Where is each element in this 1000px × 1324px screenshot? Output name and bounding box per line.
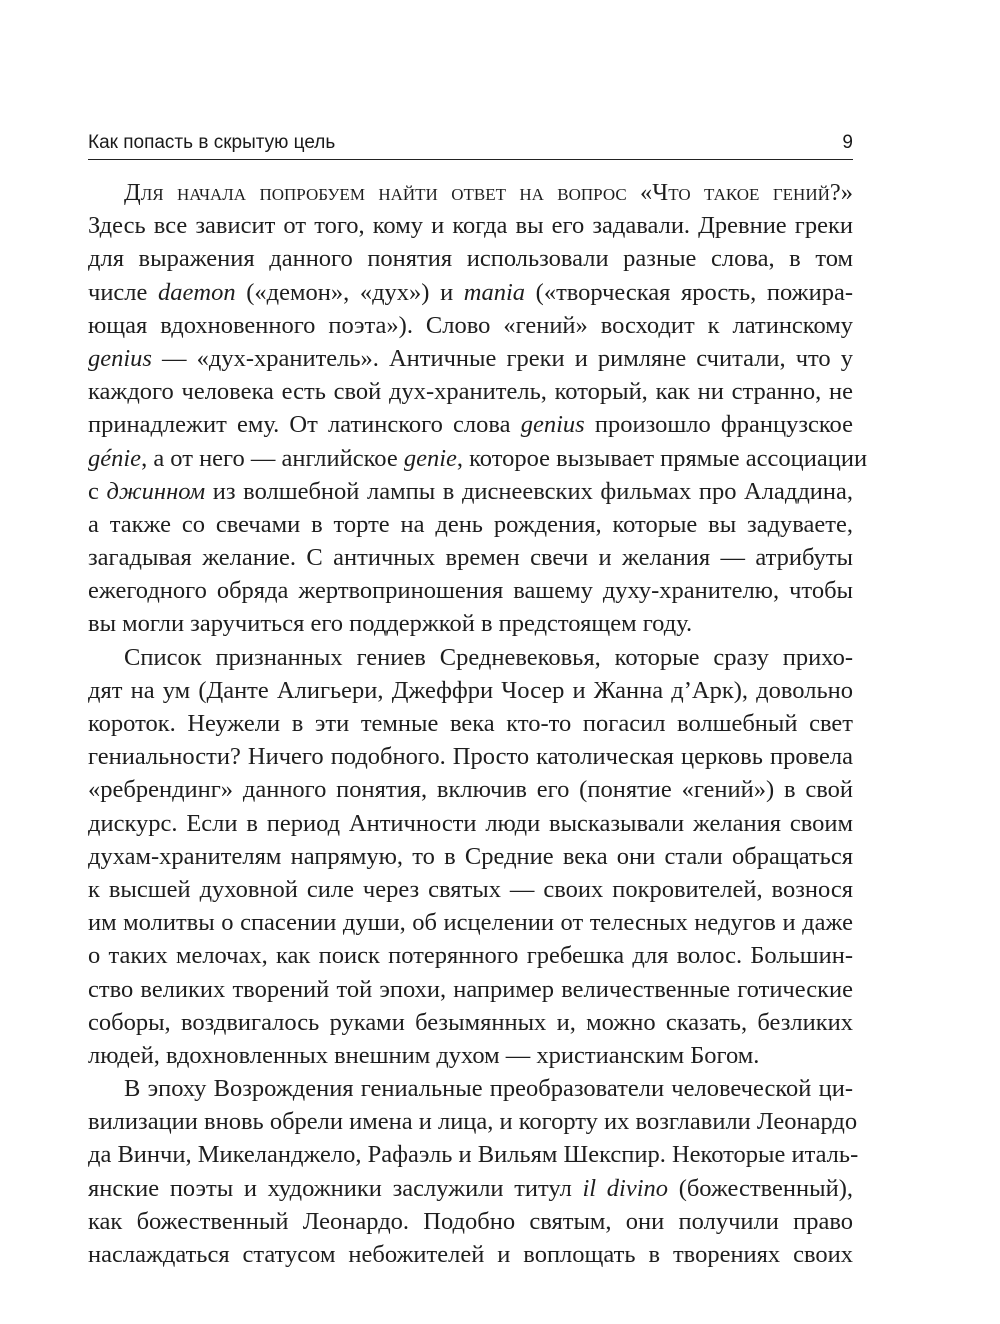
text-run: из волшебной лампы в диснеевских фильмах про Аладдина, (205, 477, 854, 505)
text-line (88, 674, 853, 707)
italic-term: mania (463, 278, 526, 306)
text-line (88, 309, 853, 342)
text-line (88, 276, 853, 309)
text-line (88, 209, 853, 242)
text-run: , а от него — английское (141, 444, 404, 472)
text-run: — «дух-хранитель». Античные греки и римляне считали, что у (151, 344, 853, 372)
text-line (88, 641, 853, 674)
text-line (88, 1105, 858, 1138)
text-run: (божественный), (668, 1174, 853, 1202)
text-line (88, 342, 853, 375)
running-header (88, 128, 853, 158)
text-line (88, 1006, 853, 1039)
text-line (88, 906, 853, 939)
text-run: числе (88, 278, 159, 306)
text-run: принадлежит ему. От латинского слова (88, 411, 521, 439)
text-run: произошло французское (584, 411, 853, 439)
paragraph (88, 641, 853, 1072)
italic-term: daemon (158, 278, 236, 306)
text-line (88, 773, 853, 806)
text-run: короток. Неужели в эти темные века кто-то погасил волшебный свет (88, 710, 853, 737)
page-number: 9 (842, 132, 853, 153)
text-run: янские поэты и художники заслужили титул (88, 1174, 583, 1202)
text-line (88, 442, 868, 475)
italic-term: il divino (582, 1174, 669, 1202)
italic-term: genie (403, 444, 457, 472)
text-line (88, 1039, 853, 1072)
text-run: соборы, воздвигалось руками безымянных и, можно сказать, безликих (88, 1008, 853, 1036)
text-run: «ребрендинг» данного понятия, включив его (понятие «гений») в свой (88, 776, 853, 804)
header-rule (88, 159, 853, 160)
text-run: вилизации вновь обрели имена и лица, и когорту их возглавили Леонардо (88, 1108, 858, 1136)
text-run: ство великих творений той эпохи, например величественные готические (88, 975, 853, 1003)
text-line (88, 939, 853, 972)
text-run: В эпоху Возрождения гениальные преобразователи человеческой ци- (124, 1075, 853, 1103)
text-line (88, 707, 853, 740)
text-run: («демон», «дух») и (235, 278, 464, 306)
text-run: ющая вдохновенного поэта»). Слово «гений» восходит к латинскому (88, 311, 853, 339)
text-line (88, 408, 853, 441)
italic-term: genius (520, 411, 585, 439)
text-run: ежегодного обряда жертвоприношения вашему духу-хранителю, чтобы (88, 577, 853, 605)
text-run: загадывая желание. С античных времен свечи и желания — атрибуты (88, 544, 853, 572)
text-line (88, 807, 853, 840)
text-run: для выражения данного понятия использовали разные слова, в том (88, 245, 853, 273)
body-text (88, 176, 868, 1271)
text-line (88, 176, 853, 209)
text-run: , которое вызывает прямые ассоциации (456, 444, 868, 472)
text-line (88, 1138, 859, 1171)
text-line (88, 740, 853, 773)
text-run: («творческая ярость, пожира- (525, 278, 853, 306)
text-line (88, 541, 853, 574)
text-line (88, 375, 853, 408)
text-run: наслаждаться статусом небожителей и воплощать в творениях своих (88, 1241, 853, 1268)
italic-term: genius (88, 344, 152, 372)
text-run: духам-хранителям напрямую, то в Средние века они стали обращаться (88, 842, 853, 870)
text-run: дискурс. Если в период Античности люди высказывали желания своим (88, 809, 853, 837)
text-line (88, 607, 853, 640)
text-line (88, 475, 853, 508)
paragraph (88, 1072, 859, 1271)
text-line (88, 1205, 853, 1238)
italic-term: génie (88, 444, 142, 472)
text-run: Здесь все зависит от того, кому и когда вы его задавали. Древние греки (88, 212, 853, 240)
text-run: а также со свечами в торте на день рождения, которые вы задуваете, (88, 510, 853, 538)
text-line (88, 973, 853, 1006)
text-run: Список признанных гениев Средневековья, которые сразу прихо- (124, 643, 853, 671)
text-run: гениальности? Ничего подобного. Просто католическая церковь провела (88, 743, 853, 771)
text-run: Для начала попробуем найти ответ на вопрос «Что такое гений?» (124, 179, 853, 206)
text-line (88, 873, 853, 906)
text-run: как божественный Леонардо. Подобно святым, они получили право (88, 1207, 853, 1235)
text-run: о таких мелочах, как поиск потерянного гребешка для волос. Большин- (88, 942, 853, 970)
paragraph (88, 176, 868, 641)
text-run: к высшей духовной силе через святых — своих покровителей, вознося (88, 875, 853, 903)
text-line (88, 1172, 853, 1205)
text-line (88, 242, 853, 275)
text-line (88, 840, 853, 873)
text-line (88, 1238, 853, 1271)
text-run: вы могли заручиться его поддержкой в предстоящем году. (88, 610, 693, 638)
text-run: с (88, 477, 107, 505)
text-run: каждого человека есть свой дух-хранитель, который, как ни странно, не (88, 378, 853, 406)
text-line (88, 1072, 853, 1105)
italic-term: джинном (106, 477, 206, 505)
text-run: людей, вдохновленных внешним духом — христианским Богом. (88, 1041, 760, 1069)
text-line (88, 508, 853, 541)
text-run: да Винчи, Микеланджело, Рафаэль и Вильям Шекспир. Некоторые италь- (88, 1141, 859, 1169)
text-line (88, 574, 853, 607)
running-title: Как попасть в скрытую цель (88, 132, 336, 153)
text-run: дят на ум (Данте Алигьери, Джеффри Чосер и Жанна д’Арк), довольно (88, 676, 853, 704)
text-run: им молитвы о спасении души, об исцелении от телесных недугов и даже (88, 909, 853, 937)
